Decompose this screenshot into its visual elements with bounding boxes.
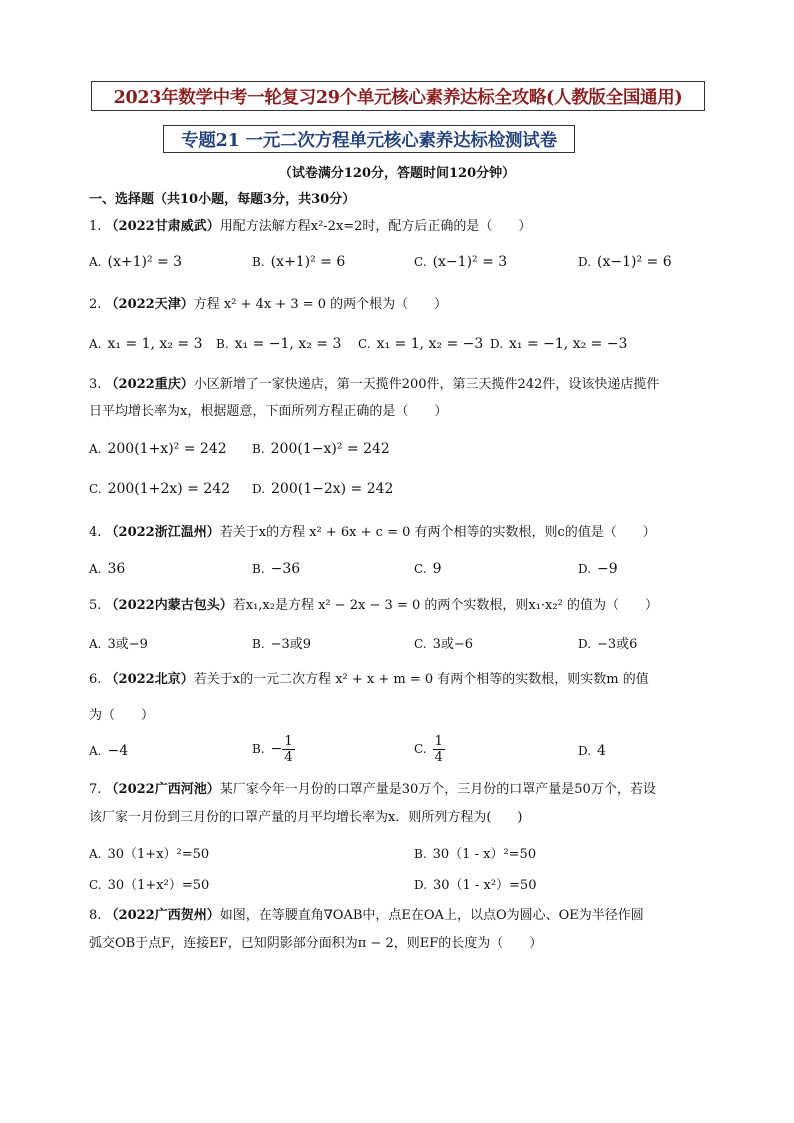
question-3-line2: 日平均增长率为x，根据题意，下面所列方程正确的是（ ） — [89, 404, 448, 419]
question-source: （2022北京） — [105, 672, 194, 687]
q5-option-a: A. 3或−9 — [89, 637, 148, 652]
q1-option-d: D. (x−1)² = 6 — [578, 254, 672, 270]
question-stem-line1: 若关于x的一元二次方程 x² + x + m = 0 有两个相等的实数根，则实数m 的值 — [193, 672, 649, 687]
exam-info: （试卷满分120分，答题时间120分钟） — [278, 166, 516, 181]
q2-option-c: C. x₁ = 1, x₂ = −3 — [358, 336, 484, 352]
question-source: （2022天津） — [105, 297, 194, 312]
q1-option-a: A. (x+1)² = 3 — [89, 254, 183, 270]
q4-option-a: A. 36 — [89, 561, 126, 577]
question-number: 1. — [89, 219, 102, 234]
q7-option-c: C. 30（1+x²）=50 — [89, 878, 210, 893]
section-title: 一、选择题（共10小题，每题3分，共30分） — [89, 192, 356, 207]
q3-option-d: D. 200(1−2x) = 242 — [252, 481, 394, 497]
series-title: 2023年数学中考一轮复习29个单元核心素养达标全攻略(人教版全国通用) — [113, 87, 683, 108]
question-stem: 用配方法解方程x²-2x=2时，配方后正确的是（ ） — [219, 219, 532, 234]
question-stem: 若关于x的方程 x² + 6x + c = 0 有两个相等的实数根，则c的值是（ ） — [219, 525, 656, 540]
question-4 — [89, 523, 656, 543]
q2-option-d: D. x₁ = −1, x₂ = −3 — [490, 336, 628, 352]
question-number: 5. — [89, 598, 102, 613]
question-stem: 若x₁,x₂是方程 x² − 2x − 3 = 0 的两个实数根，则x₁·x₂² 的值为（ ） — [232, 598, 658, 613]
question-source: （2022广西贺州） — [105, 908, 220, 923]
q3-option-c: C. 200(1+2x) = 242 — [89, 481, 231, 497]
question-stem: 方程 x² + 4x + 3 = 0 的两个根为（ ） — [193, 297, 448, 312]
q7-option-b: B. 30（1 - x）²=50 — [414, 847, 537, 862]
q2-option-b: B. x₁ = −1, x₂ = 3 — [216, 336, 342, 352]
question-number: 8. — [89, 908, 102, 923]
question-number: 4. — [89, 525, 102, 540]
q3-option-a: A. 200(1+x)² = 242 — [89, 441, 227, 457]
question-source: （2022浙江温州） — [105, 525, 220, 540]
question-7 — [89, 780, 656, 800]
q4-option-b: B. −36 — [252, 561, 301, 577]
q4-option-d: D. −9 — [578, 561, 618, 577]
question-1 — [89, 217, 531, 237]
q7-option-a: A. 30（1+x）²=50 — [89, 847, 210, 862]
q5-option-c: C. 3或−6 — [414, 637, 474, 652]
q6-option-a: A. −4 — [89, 743, 129, 759]
topic-title: 专题21 一元二次方程单元核心素养达标检测试卷 — [181, 130, 557, 151]
question-5 — [89, 596, 658, 616]
question-stem-line1: 小区新增了一家快递店，第一天揽件200件，第三天揽件242件，设该快递店揽件 — [193, 377, 660, 392]
question-number: 6. — [89, 672, 102, 687]
q6-option-c: C. $\frac{1}{4}$ — [414, 734, 443, 765]
question-stem-line1: 某厂家今年一月份的口罩产量是30万个，三月份的口罩产量是50万个，若设 — [219, 782, 656, 797]
question-source: （2022甘肃威武） — [105, 219, 220, 234]
question-3 — [89, 375, 659, 395]
topic-title-box — [163, 125, 575, 153]
question-number: 7. — [89, 782, 102, 797]
q5-option-d: D. −3或6 — [578, 637, 638, 652]
question-8 — [89, 906, 644, 926]
series-title-box — [91, 81, 705, 111]
q5-option-b: B. −3或9 — [252, 637, 312, 652]
q3-option-b: B. 200(1−x)² = 242 — [252, 441, 390, 457]
q4-option-c: C. 9 — [414, 561, 442, 577]
question-8-line2: 弧交OB于点F，连接EF，已知阴影部分面积为π − 2，则EF的长度为（ ） — [89, 936, 543, 951]
q6-option-d: D. 4 — [578, 743, 606, 759]
fraction: $\frac{1}{4}$ — [284, 734, 293, 765]
question-2 — [89, 295, 447, 315]
question-stem-line1: 如图，在等腰直角∇OAB中，点E在OA上，以点O为圆心、OE为半径作圆 — [219, 908, 644, 923]
question-source: （2022内蒙古包头） — [105, 598, 233, 613]
question-7-line2: 该厂家一月份到三月份的口罩产量的月平均增长率为x．则所列方程为( ) — [89, 810, 523, 825]
question-source: （2022重庆） — [105, 377, 194, 392]
question-6-line2: 为（ ） — [89, 708, 155, 723]
question-number: 2. — [89, 297, 102, 312]
q7-option-d: D. 30（1 - x²）=50 — [414, 878, 537, 893]
q6-option-b: B. − $\frac{1}{4}$ — [252, 734, 293, 765]
question-6 — [89, 670, 649, 690]
q1-option-c: C. (x−1)² = 3 — [414, 254, 508, 270]
fraction: $\frac{1}{4}$ — [434, 734, 443, 765]
question-number: 3. — [89, 377, 102, 392]
q1-option-b: B. (x+1)² = 6 — [252, 254, 346, 270]
question-source: （2022广西河池） — [105, 782, 220, 797]
q2-option-a: A. x₁ = 1, x₂ = 3 — [89, 336, 203, 352]
